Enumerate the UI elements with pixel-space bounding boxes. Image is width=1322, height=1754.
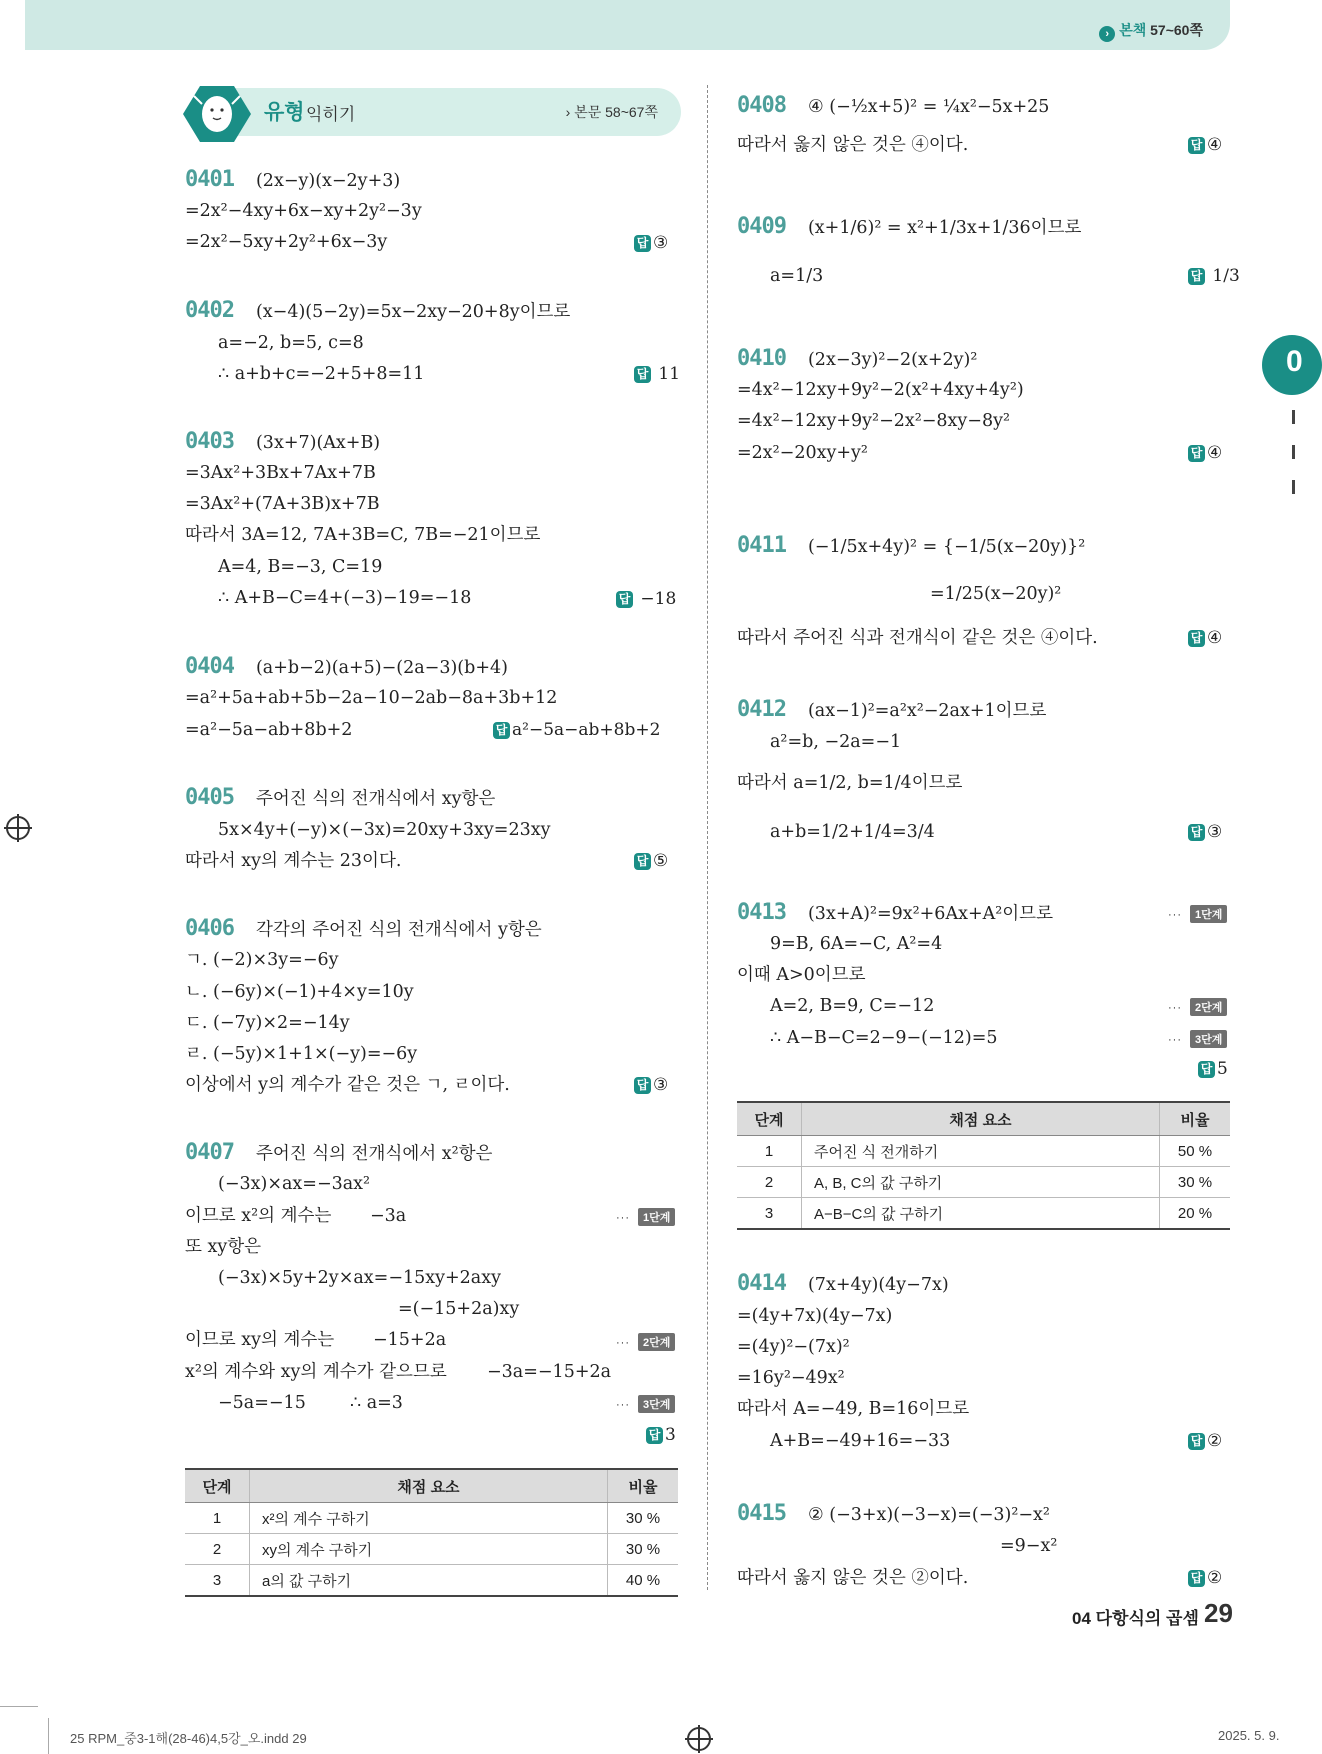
step-marker-3: ··· 3단계: [616, 1395, 675, 1413]
problem-number: 0407: [185, 1140, 234, 1165]
problem-0410-line4: =2x²−20xy+y²: [737, 443, 868, 463]
problem-number: 0408: [737, 93, 786, 118]
problem-0413-line1: 0413 (3x+A)²=9x²+6Ax+A²이므로: [737, 900, 1053, 925]
problem-number: 0403: [185, 429, 234, 454]
answer-badge: 답: [1188, 630, 1205, 647]
problem-0405-line3: 따라서 xy의 계수는 23이다.: [185, 851, 402, 871]
problem-0405-line2: 5x×4y+(−y)×(−3x)=20xy+3xy=23xy: [218, 820, 551, 840]
problem-0411-line2: =1/25(x−20y)²: [930, 584, 1062, 604]
problem-0410-answer: 답 ④: [1188, 441, 1222, 465]
problem-0413-line3: 이때 A>0이므로: [737, 965, 866, 985]
problem-number: 0410: [737, 346, 786, 371]
problem-0412-line2: a²=b, −2a=−1: [770, 732, 902, 752]
section-header: [182, 84, 678, 137]
table-row: 2 xy의 계수 구하기 30 %: [185, 1534, 678, 1565]
problem-0412-line4: a+b=1/2+1/4=3/4: [770, 822, 935, 842]
problem-0415-answer: 답 ②: [1188, 1566, 1222, 1590]
print-slug-date: 2025. 5. 9.: [1218, 1728, 1280, 1743]
column-divider: [707, 85, 708, 1590]
top-band: [25, 0, 1230, 50]
problem-0409-line2: a=1/3: [770, 266, 824, 286]
chevron-right-icon: ›: [1099, 26, 1115, 42]
problem-number: 0409: [737, 214, 786, 239]
problem-0407-line4: 또 xy항은: [185, 1237, 262, 1257]
textbook-reference: › 본책 57~60쪽: [1099, 20, 1203, 42]
problem-0411-line1: 0411 (−1/5x+4y)² = {−1/5(x−20y)}²: [737, 533, 1086, 558]
chapter-side-tab-label: 0: [1286, 345, 1303, 378]
problem-0403-line6: ∴ A+B−C=4+(−3)−19=−18: [218, 588, 472, 608]
problem-0410-line1: 0410 (2x−3y)²−2(x+2y)²: [737, 346, 978, 371]
problem-0409-line1: 0409 (x+1/6)² = x²+1/3x+1/36이므로: [737, 214, 1082, 239]
section-title: 익히기: [306, 105, 356, 124]
problem-0411-answer: 답 ④: [1188, 626, 1222, 650]
answer-badge: 답: [634, 235, 651, 252]
page-number: 29: [1204, 1598, 1233, 1628]
side-mark: [1292, 410, 1295, 424]
problem-0413-line2: 9=B, 6A=−C, A²=4: [770, 934, 943, 954]
problem-0412-line1: 0412 (ax−1)²=a²x²−2ax+1이므로: [737, 697, 1047, 722]
section-title-bold: 유형: [264, 101, 305, 124]
problem-0407-line8b: −3a=−15+2a: [487, 1362, 612, 1382]
problem-number: 0411: [737, 533, 786, 558]
problem-0407-line9a: −5a=−15: [218, 1393, 306, 1413]
answer-badge: 답: [646, 1427, 663, 1444]
answer-badge: 답: [1188, 1570, 1205, 1587]
slug-rule: [0, 1706, 38, 1707]
problem-0413-answer: 답 5: [1198, 1057, 1228, 1081]
problem-0401-line3: =2x²−5xy+2y²+6x−3y: [185, 232, 388, 252]
problem-0407-line8a: x²의 계수와 xy의 계수가 같으므로: [185, 1362, 447, 1382]
problem-0401-line1: 0401 (2x−y)(x−2y+3): [185, 167, 401, 192]
step-marker-2: ··· 2단계: [1168, 998, 1227, 1016]
problem-0406-line3: ㄴ. (−6y)×(−1)+4×y=10y: [185, 982, 414, 1002]
problem-number: 0414: [737, 1271, 786, 1296]
problem-0407-line1: 0407 주어진 식의 전개식에서 x²항은: [185, 1140, 493, 1165]
problem-0408-line2: 따라서 옳지 않은 것은 ④이다.: [737, 135, 969, 155]
problem-0414-line3: =(4y)²−(7x)²: [737, 1337, 850, 1357]
problem-0406-line5: ㄹ. (−5y)×1+1×(−y)=−6y: [185, 1044, 418, 1064]
problem-number: 0404: [185, 654, 234, 679]
problem-0402-answer: 답 11: [634, 362, 680, 386]
problem-0402-line1: 0402 (x−4)(5−2y)=5x−2xy−20+8y이므로: [185, 298, 571, 323]
problem-0403-line2: =3Ax²+3Bx+7Ax+7B: [185, 463, 376, 483]
problem-0407-answer: 답 3: [646, 1423, 676, 1447]
table-row: 1 주어진 식 전개하기 50 %: [737, 1136, 1230, 1167]
answer-badge: 답: [1188, 1433, 1205, 1450]
problem-0404-line3: =a²−5a−ab+8b+2: [185, 720, 353, 740]
answer-badge: 답: [493, 722, 510, 739]
problem-0411-line3: 따라서 주어진 식과 전개식이 같은 것은 ④이다.: [737, 628, 1098, 648]
answer-badge: 답: [1188, 445, 1205, 462]
answer-badge: 답: [1188, 824, 1205, 841]
problem-0407-line3b: −3a: [370, 1206, 407, 1226]
table-row: 3 a의 값 구하기 40 %: [185, 1565, 678, 1597]
answer-badge: 답: [1188, 137, 1205, 154]
problem-0408-line1: 0408 ④ (−½x+5)² = ¼x²−5x+25: [737, 93, 1050, 118]
problem-0404-line2: =a²+5a+ab+5b−2a−10−2ab−8a+3b+12: [185, 688, 558, 708]
problem-0414-answer: 답 ②: [1188, 1429, 1222, 1453]
problem-number: 0401: [185, 167, 234, 192]
problem-0407-line7b: −15+2a: [373, 1330, 447, 1350]
problem-0406-line4: ㄷ. (−7y)×2=−14y: [185, 1013, 350, 1033]
problem-0401-line2: =2x²−4xy+6x−xy+2y²−3y: [185, 201, 422, 221]
step-marker-2: ··· 2단계: [616, 1333, 675, 1351]
problem-number: 0406: [185, 916, 234, 941]
problem-0401-answer: 답 ③: [634, 231, 668, 255]
scoring-table-0407: [185, 1468, 678, 1597]
problem-0403-line3: =3Ax²+(7A+3B)x+7B: [185, 494, 380, 514]
problem-0415-line3: 따라서 옳지 않은 것은 ②이다.: [737, 1568, 969, 1588]
mascot-icon: [182, 84, 252, 144]
problem-0414-line5: 따라서 A=−49, B=16이므로: [737, 1399, 970, 1419]
table-header-row: 단계 채점 요소 비율: [185, 1469, 678, 1503]
problem-0407-line7a: 이므로 xy의 계수는: [185, 1330, 335, 1350]
problem-number: 0405: [185, 785, 234, 810]
registration-mark-icon: [687, 1727, 711, 1751]
problem-0407-line3a: 이므로 x²의 계수는: [185, 1206, 332, 1226]
problem-0408-answer: 답 ④: [1188, 133, 1222, 157]
problem-0406-answer: 답 ③: [634, 1073, 668, 1097]
problem-0410-line3: =4x²−12xy+9y²−2x²−8xy−8y²: [737, 411, 1011, 431]
table-row: 2 A, B, C의 값 구하기 30 %: [737, 1167, 1230, 1198]
problem-0402-line2: a=−2, b=5, c=8: [218, 333, 364, 353]
scoring-table-0413: [737, 1101, 1230, 1230]
slug-divider: [48, 1718, 49, 1754]
answer-badge: 답: [634, 366, 651, 383]
problem-0412-answer: 답 ③: [1188, 820, 1222, 844]
problem-0402-line3: ∴ a+b+c=−2+5+8=11: [218, 364, 425, 384]
answer-badge: 답: [1188, 268, 1205, 285]
problem-0407-line9b: ∴ a=3: [350, 1393, 403, 1413]
problem-0414-line2: =(4y+7x)(4y−7x): [737, 1306, 893, 1326]
problem-number: 0402: [185, 298, 234, 323]
problem-0403-line4: 따라서 3A=12, 7A+3B=C, 7B=−21이므로: [185, 525, 541, 545]
table-row: 3 A−B−C의 값 구하기 20 %: [737, 1198, 1230, 1230]
problem-0413-line4: A=2, B=9, C=−12: [770, 996, 935, 1016]
problem-0415-line1: 0415 ② (−3+x)(−3−x)=(−3)²−x²: [737, 1501, 1050, 1526]
problem-0407-line6: =(−15+2a)xy: [398, 1299, 520, 1319]
problem-0404-answer: 답 a²−5a−ab+8b+2: [493, 718, 660, 742]
problem-0410-line2: =4x²−12xy+9y²−2(x²+4xy+4y²): [737, 380, 1024, 400]
problem-0406-line1: 0406 각각의 주어진 식의 전개식에서 y항은: [185, 916, 542, 941]
answer-badge: 답: [616, 591, 633, 608]
problem-0405-line1: 0405 주어진 식의 전개식에서 xy항은: [185, 785, 496, 810]
registration-mark-icon: [6, 816, 30, 840]
side-mark: [1292, 445, 1295, 459]
table-header-row: 단계 채점 요소 비율: [737, 1102, 1230, 1136]
problem-number: 0415: [737, 1501, 786, 1526]
problem-0403-answer: 답 −18: [616, 587, 676, 611]
step-marker-1: ··· 1단계: [616, 1208, 675, 1226]
answer-badge: 답: [634, 1077, 651, 1094]
section-reference: › 본문 58~67쪽: [565, 104, 658, 120]
problem-0406-line6: 이상에서 y의 계수가 같은 것은 ㄱ, ㄹ이다.: [185, 1075, 510, 1095]
step-marker-1: ··· 1단계: [1168, 905, 1227, 923]
side-mark: [1292, 480, 1295, 494]
problem-0407-line2: (−3x)×ax=−3ax²: [218, 1174, 371, 1194]
answer-badge: 답: [634, 853, 651, 870]
problem-0406-line2: ㄱ. (−2)×3y=−6y: [185, 950, 339, 970]
problem-0403-line5: A=4, B=−3, C=19: [218, 557, 383, 577]
problem-0407-line5: (−3x)×5y+2y×ax=−15xy+2axy: [218, 1268, 501, 1288]
problem-number: 0412: [737, 697, 786, 722]
problem-0405-answer: 답 ⑤: [634, 849, 668, 873]
print-slug-filename: 25 RPM_중3-1해(28-46)4,5강_오.indd 29: [70, 1731, 307, 1746]
problem-0414-line1: 0414 (7x+4y)(4y−7x): [737, 1271, 949, 1296]
problem-0415-line2: =9−x²: [1000, 1536, 1058, 1556]
problem-0413-line5: ∴ A−B−C=2−9−(−12)=5: [770, 1028, 998, 1048]
chapter-title: 04 다항식의 곱셈: [1072, 1609, 1199, 1628]
problem-number: 0413: [737, 900, 786, 925]
problem-0403-line1: 0403 (3x+7)(Ax+B): [185, 429, 381, 454]
answer-badge: 답: [1198, 1061, 1215, 1078]
problem-0409-answer: 답 1/3: [1188, 264, 1240, 288]
problem-0412-line3: 따라서 a=1/2, b=1/4이므로: [737, 773, 963, 793]
problem-0414-line4: =16y²−49x²: [737, 1368, 845, 1388]
table-row: 1 x²의 계수 구하기 30 %: [185, 1503, 678, 1534]
problem-0404-line1: 0404 (a+b−2)(a+5)−(2a−3)(b+4): [185, 654, 508, 679]
problem-0414-line6: A+B=−49+16=−33: [770, 1431, 951, 1451]
step-marker-3: ··· 3단계: [1168, 1030, 1227, 1048]
